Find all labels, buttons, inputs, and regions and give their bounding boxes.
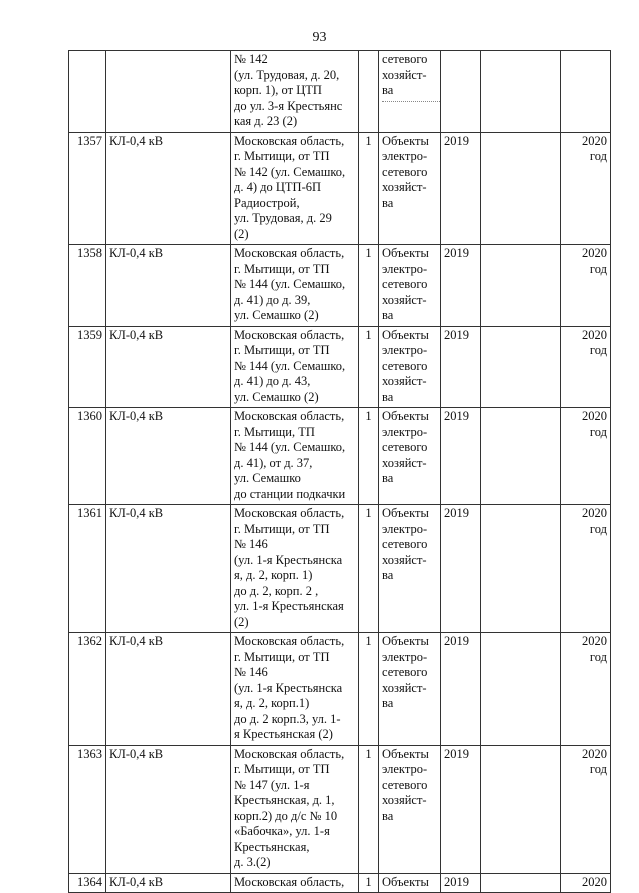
cell-plan: 2020 год	[561, 633, 611, 746]
cell-type	[106, 51, 231, 133]
table-row	[69, 326, 611, 408]
cell-address: Московская область, г. Мытищи, от ТП № 146 (ул. 1-я Крестьянска я, д. 2, корп. 1) до д. 2, корп. 2 , ул. 1-я Крестьянская (2)	[231, 505, 359, 633]
cell-num	[69, 51, 106, 133]
cell-owner: Объекты электро- сетевого хозяйст- ва	[379, 326, 441, 408]
table-row	[69, 505, 611, 633]
cell-num: 1363	[69, 745, 106, 873]
cell-num: 1358	[69, 245, 106, 327]
cell-blank	[481, 51, 561, 133]
cell-type: КЛ-0,4 кВ	[106, 745, 231, 873]
cell-year: 2019	[441, 408, 481, 505]
cell-blank	[481, 408, 561, 505]
cell-qty: 1	[359, 245, 379, 327]
cell-plan: 2020 год	[561, 132, 611, 245]
cell-qty: 1	[359, 408, 379, 505]
cell-address: Московская область, г. Мытищи, от ТП № 146 (ул. 1-я Крестьянска я, д. 2, корп.1) до д. 2 корп.3, ул. 1- я Крестьянская (2)	[231, 633, 359, 746]
cell-year: 2019	[441, 245, 481, 327]
cell-blank	[481, 132, 561, 245]
cell-qty: 1	[359, 326, 379, 408]
cell-plan: 2020 год	[561, 745, 611, 873]
cell-type: КЛ-0,4 кВ	[106, 408, 231, 505]
cell-owner: Объекты электро- сетевого хозяйст- ва	[379, 505, 441, 633]
cell-year	[441, 51, 481, 133]
cell-type: КЛ-0,4 кВ	[106, 633, 231, 746]
cell-qty	[359, 51, 379, 133]
cell-qty: 1	[359, 505, 379, 633]
cell-blank	[481, 745, 561, 873]
cell-year: 2019	[441, 505, 481, 633]
cell-qty: 1	[359, 745, 379, 873]
table-row-continuation	[69, 51, 611, 133]
cell-blank	[481, 633, 561, 746]
cell-address: Московская область, г. Мытищи, от ТП № 147 (ул. 1-я Крестьянская, д. 1, корп.2) до д/с № 10 «Бабочка», ул. 1-я Крестьянская, д. 3.(2)	[231, 745, 359, 873]
table-row	[69, 408, 611, 505]
cell-num: 1362	[69, 633, 106, 746]
cell-plan: 2020 год	[561, 326, 611, 408]
cell-owner: Объекты электро- сетевого хозяйст- ва	[379, 245, 441, 327]
page-number: 93	[312, 30, 327, 45]
cell-owner	[379, 51, 441, 133]
table-row	[69, 745, 611, 873]
cell-num: 1361	[69, 505, 106, 633]
cell-owner: Объекты	[379, 873, 441, 893]
cell-num: 1357	[69, 132, 106, 245]
cell-plan: 2020	[561, 873, 611, 893]
cell-owner: Объекты электро- сетевого хозяйст- ва	[379, 132, 441, 245]
cell-type: КЛ-0,4 кВ	[106, 505, 231, 633]
cell-num: 1360	[69, 408, 106, 505]
cell-type: КЛ-0,4 кВ	[106, 326, 231, 408]
cell-num: 1359	[69, 326, 106, 408]
cell-owner: Объекты электро- сетевого хозяйст- ва	[379, 633, 441, 746]
cell-num: 1364	[69, 873, 106, 893]
cell-blank	[481, 245, 561, 327]
cell-qty: 1	[359, 132, 379, 245]
table-row	[69, 132, 611, 245]
cell-plan	[561, 51, 611, 133]
register-table	[68, 50, 611, 893]
cell-blank	[481, 326, 561, 408]
cell-year: 2019	[441, 745, 481, 873]
cell-owner: Объекты электро- сетевого хозяйст- ва	[379, 745, 441, 873]
table-row	[69, 873, 611, 893]
cell-plan: 2020 год	[561, 408, 611, 505]
owner-text: сетевого хозяйст- ва	[382, 52, 428, 97]
cell-qty: 1	[359, 873, 379, 893]
cell-plan: 2020 год	[561, 505, 611, 633]
cell-blank	[481, 505, 561, 633]
cell-year: 2019	[441, 633, 481, 746]
cell-address: Московская область, г. Мытищи, ТП № 144 (ул. Семашко, д. 41), от д. 37, ул. Семашко до станции подкачки	[231, 408, 359, 505]
cell-owner: Объекты электро- сетевого хозяйст- ва	[379, 408, 441, 505]
cell-type: КЛ-0,4 кВ	[106, 132, 231, 245]
cell-year: 2019	[441, 132, 481, 245]
cell-address: Московская область, г. Мытищи, от ТП № 144 (ул. Семашко, д. 41) до д. 39, ул. Семашко (2)	[231, 245, 359, 327]
cell-type: КЛ-0,4 кВ	[106, 245, 231, 327]
table-row	[69, 245, 611, 327]
cell-blank	[481, 873, 561, 893]
cell-plan: 2020 год	[561, 245, 611, 327]
table-row	[69, 633, 611, 746]
cell-address: Московская область, г. Мытищи, от ТП № 144 (ул. Семашко, д. 41) до д. 43, ул. Семашко (2)	[231, 326, 359, 408]
cell-year: 2019	[441, 873, 481, 893]
cell-year: 2019	[441, 326, 481, 408]
faded-dash	[382, 101, 441, 103]
cell-address: № 142 (ул. Трудовая, д. 20, корп. 1), от ЦТП до ул. 3-я Крестьянс кая д. 23 (2)	[231, 51, 359, 133]
cell-address: Московская область,	[231, 873, 359, 893]
cell-address: Московская область, г. Мытищи, от ТП № 142 (ул. Семашко, д. 4) до ЦТП-6П Радиострой, ул. Трудовая, д. 29 (2)	[231, 132, 359, 245]
cell-qty: 1	[359, 633, 379, 746]
cell-type: КЛ-0,4 кВ	[106, 873, 231, 893]
